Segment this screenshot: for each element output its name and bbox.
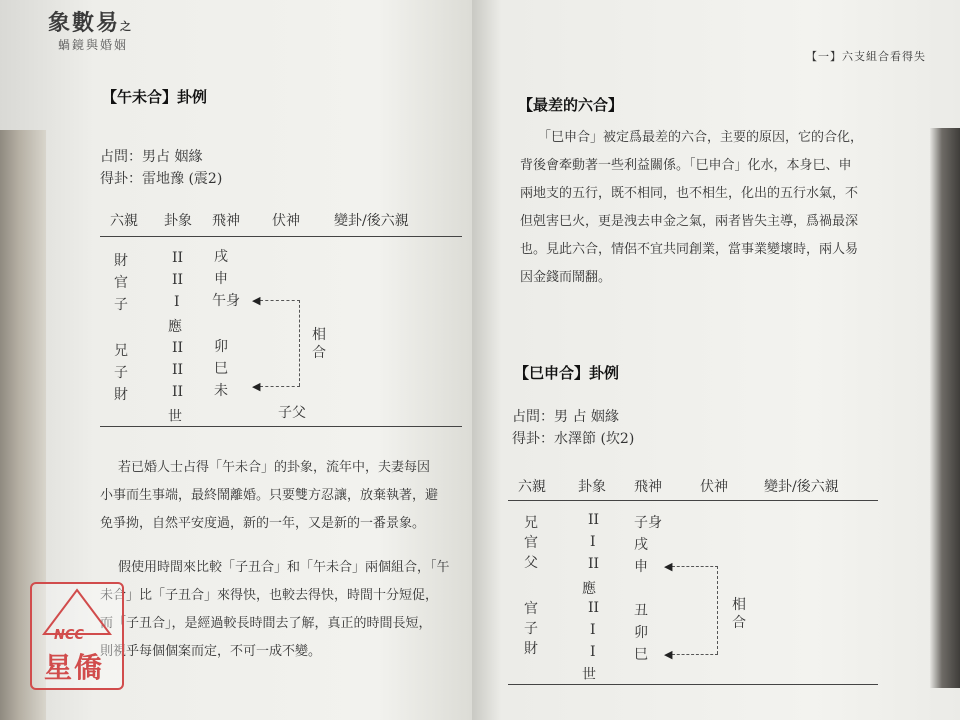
paragraph-line: 兩地支的五行，既不相同，也不相生，化出的五行水氣，不 <box>520 186 859 201</box>
line-symbol: II <box>172 340 184 356</box>
paragraph-line: 而「子丑合」，是經過較長時間去了解，真正的時間長短， <box>100 616 432 631</box>
relative: 官 <box>524 601 538 617</box>
table-rule-bottom <box>508 684 878 685</box>
spirit: 子身 <box>634 515 662 531</box>
combine-bracket-bottom <box>672 654 718 655</box>
question-line: 占問：男 占 姻緣 <box>512 409 619 425</box>
relative: 財 <box>114 387 128 403</box>
col-header: 伏神 <box>272 213 300 229</box>
col-header: 飛神 <box>212 213 240 229</box>
stamp-logo-text: NCC <box>54 628 84 643</box>
section-title-wuwei: 【午未合】卦例 <box>102 88 208 106</box>
paragraph-line: 未合」比「子丑合」來得快，也較去得快，時間十分短促， <box>100 588 439 603</box>
combine-bracket-side <box>299 300 300 386</box>
combine-bracket-top <box>672 566 718 567</box>
table-rule-top <box>100 236 462 237</box>
paragraph-line: 假使用時間來比較「子丑合」和「午未合」兩個組合，「午 <box>118 560 450 575</box>
paragraph-line: 「巳申合」被定爲最差的六合，主要的原因，它的合化， <box>538 130 864 145</box>
paragraph-line: 免爭拗，自然平安度過，新的一年，又是新的一番景象。 <box>100 516 426 531</box>
spirit: 卯 <box>214 339 228 355</box>
hidden-spirit: 子父 <box>278 405 306 421</box>
spirit: 丑 <box>634 603 648 619</box>
relative: 兄 <box>524 515 538 531</box>
paragraph-line: 但剋害巳火，更是洩去申金之氣，兩者皆失主導，爲禍最深 <box>520 214 859 229</box>
relative: 子 <box>114 297 128 313</box>
col-header: 卦象 <box>578 479 606 495</box>
line-symbol: II <box>588 556 600 572</box>
arrow-head-icon: ◀ <box>252 380 261 393</box>
line-symbol: II <box>172 250 184 266</box>
spirit: 巳 <box>634 647 648 663</box>
spirit: 未 <box>214 383 228 399</box>
relative: 兄 <box>114 343 128 359</box>
table-rule-top <box>508 500 878 501</box>
spirit: 巳 <box>214 361 228 377</box>
combine-bracket-side <box>717 566 718 654</box>
arrow-head-icon: ◀ <box>252 294 261 307</box>
col-header: 卦象 <box>164 213 192 229</box>
relative: 子 <box>114 365 128 381</box>
section-title-worst: 【最差的六合】 <box>518 96 624 114</box>
paragraph-line: 小事而生事端，最終鬧離婚。只要雙方忍讓，放棄執著，避 <box>100 488 439 503</box>
section-title-sishen: 【巳申合】卦例 <box>514 364 620 382</box>
paragraph-line: 若已婚人士占得「午未合」的卦象，流年中，夫妻每因 <box>118 460 431 475</box>
relative: 官 <box>524 535 538 551</box>
relative: 父 <box>524 555 538 571</box>
line-symbol: I <box>590 534 596 550</box>
spirit: 戌 <box>634 537 648 553</box>
paragraph-line: 也。見此六合，情侶不宜共同創業，當事業變壞時，兩人易 <box>520 242 859 257</box>
arrow-head-icon: ◀ <box>664 560 673 573</box>
col-header: 伏神 <box>700 479 728 495</box>
relative: 子 <box>524 621 538 637</box>
line-symbol: I <box>590 622 596 638</box>
line-symbol: II <box>172 384 184 400</box>
page-edge-shadow-right <box>930 128 960 688</box>
col-header: 變卦/後六親 <box>334 213 409 229</box>
book-title: 象數易之 <box>48 10 134 36</box>
line-symbol: I <box>590 644 596 660</box>
hexagram-line: 得卦：雷地豫 (震2) <box>100 171 223 187</box>
col-header: 六親 <box>110 213 138 229</box>
spirit: 卯 <box>634 625 648 641</box>
line-symbol: 應 <box>582 581 596 597</box>
combine-label: 相合 <box>312 327 326 361</box>
arrow-head-icon: ◀ <box>664 648 673 661</box>
relative: 財 <box>114 253 128 269</box>
relative: 財 <box>524 641 538 657</box>
line-symbol: II <box>588 600 600 616</box>
spirit: 申 <box>634 559 648 575</box>
paragraph-line: 因金錢而鬧翻。 <box>520 270 612 285</box>
paragraph-line: 背後會牽動著一些利益關係。「巳申合」化水，本身巳、申 <box>520 158 852 173</box>
col-header: 飛神 <box>634 479 662 495</box>
line-symbol: 世 <box>582 667 596 683</box>
line-symbol: II <box>172 362 184 378</box>
chapter-header: 【一】六支組合看得失 <box>806 50 926 63</box>
line-symbol: II <box>588 512 600 528</box>
spirit: 申 <box>214 271 228 287</box>
combine-bracket-bottom <box>260 386 300 387</box>
spirit: 戌 <box>214 249 228 265</box>
spirit: 午身 <box>212 293 240 309</box>
col-header: 六親 <box>518 479 546 495</box>
combine-label: 相合 <box>732 597 746 631</box>
hexagram-line: 得卦：水澤節 (坎2) <box>512 431 635 447</box>
combine-bracket-top <box>260 300 300 301</box>
table-rule-bottom <box>100 426 462 427</box>
line-symbol: II <box>172 272 184 288</box>
line-symbol: 世 <box>168 409 182 425</box>
book-subtitle: 蝸鏡與婚姻 <box>58 38 129 52</box>
paragraph-line: 則視乎每個個案而定，不可一成不變。 <box>100 644 322 659</box>
col-header: 變卦/後六親 <box>764 479 839 495</box>
relative: 官 <box>114 275 128 291</box>
stamp-name-text: 星僑 <box>44 651 105 684</box>
line-symbol: 應 <box>168 319 182 335</box>
line-symbol: I <box>174 294 180 310</box>
question-line: 占問：男占 姻緣 <box>100 149 203 165</box>
watermark-stamp <box>30 582 124 690</box>
